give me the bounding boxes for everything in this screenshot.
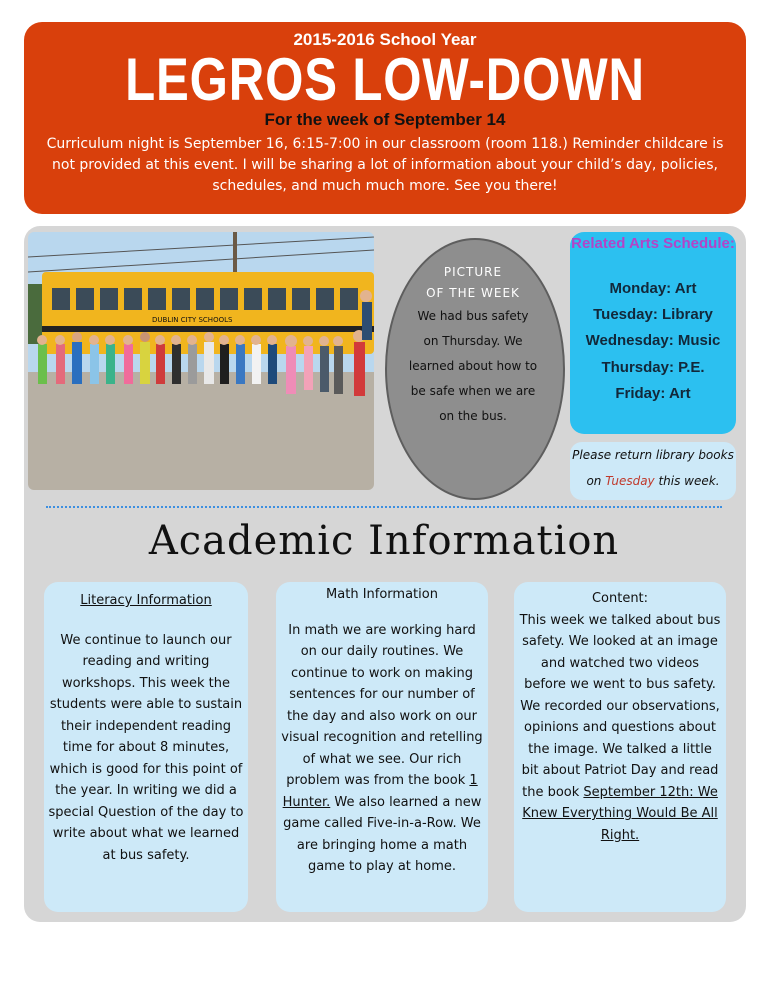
school-year: 2015-2016 School Year — [293, 30, 477, 49]
picture-of-week-title-2: OF THE WEEK — [426, 286, 520, 300]
academic-title: Academic Information — [148, 518, 620, 564]
picture-caption-line: on the bus. — [439, 409, 507, 423]
literacy-heading: Literacy Information — [80, 593, 212, 608]
literacy-body: We continue to launch our reading and writing workshops. This week the students were able to sustain their independent reading time for about 8 minutes, which is good for this point of the year. In writing we did a special Question of the day to write about what we learned at bus safety. — [48, 632, 244, 863]
library-day: Tuesday — [605, 474, 655, 488]
arts-day-monday: Monday: Art — [609, 280, 697, 297]
math-heading: Math Information — [326, 587, 438, 602]
week-label: For the week of September 14 — [264, 110, 506, 129]
picture-caption-line: be safe when we are — [410, 384, 536, 398]
library-line-2-post: this week. — [654, 474, 720, 488]
bus-safety-photo — [28, 232, 374, 490]
content-body-pre: This week we talked about bus safety. We looked at an image and watched two videos before we went to bus safety. We recorded our observations, opinions and questions about the image. We talked a little bit about Patriot Day and read the book — [519, 612, 721, 800]
picture-caption-line: learned about how to — [408, 359, 538, 373]
library-line-2 — [570, 468, 736, 494]
library-reminder — [570, 442, 736, 500]
math-book-title: 1 Hunter. — [282, 773, 478, 810]
dotted-divider — [46, 506, 722, 508]
picture-of-week-title-1: PICTURE — [443, 265, 503, 279]
newsletter-header — [24, 22, 746, 214]
curriculum-night-note: Curriculum night is September 16, 6:15-7:00 in our classroom (room 118.) Reminder childcare is not provided at this event. I will be sharing a lot of information about your child’s day, policies, schedules, and much much more. See you there! — [46, 136, 724, 194]
bus-lettering: DUBLIN CITY SCHOOLS — [152, 316, 233, 324]
math-box — [276, 582, 488, 912]
library-line-2-pre: on — [586, 474, 606, 488]
newsletter-title: LEGROS LOW-DOWN — [125, 46, 645, 113]
arts-day-friday: Friday: Art — [615, 385, 691, 402]
library-line-1: Please return library books — [572, 448, 734, 462]
picture-caption-line: on Thursday. We — [423, 334, 523, 348]
arts-day-tuesday: Tuesday: Library — [593, 306, 713, 323]
literacy-box — [44, 582, 248, 912]
math-body-pre: In math we are working hard on our daily routines. We continue to work on making sentences for our number of the day and also work on our visual recognition and retelling of what we see. Our rich problem was from the book — [281, 622, 483, 788]
content-body — [514, 610, 726, 847]
math-body-post: We also learned a new game called Five-in-a-Row. We are bringing home a math game to play at home. — [283, 794, 482, 874]
related-arts-title: Related Arts Schedule: — [571, 235, 735, 252]
related-arts-box — [570, 232, 736, 434]
arts-day-wednesday: Wednesday: Music — [585, 332, 721, 349]
picture-caption-line: We had bus safety — [417, 309, 529, 323]
arts-day-thursday: Thursday: P.E. — [601, 359, 705, 376]
content-heading: Content: — [591, 591, 649, 606]
content-book-title: September 12th: We Knew Everything Would Be All Right. — [522, 784, 718, 843]
math-body — [276, 620, 488, 878]
content-box — [514, 582, 726, 912]
picture-of-week-text — [392, 262, 554, 429]
